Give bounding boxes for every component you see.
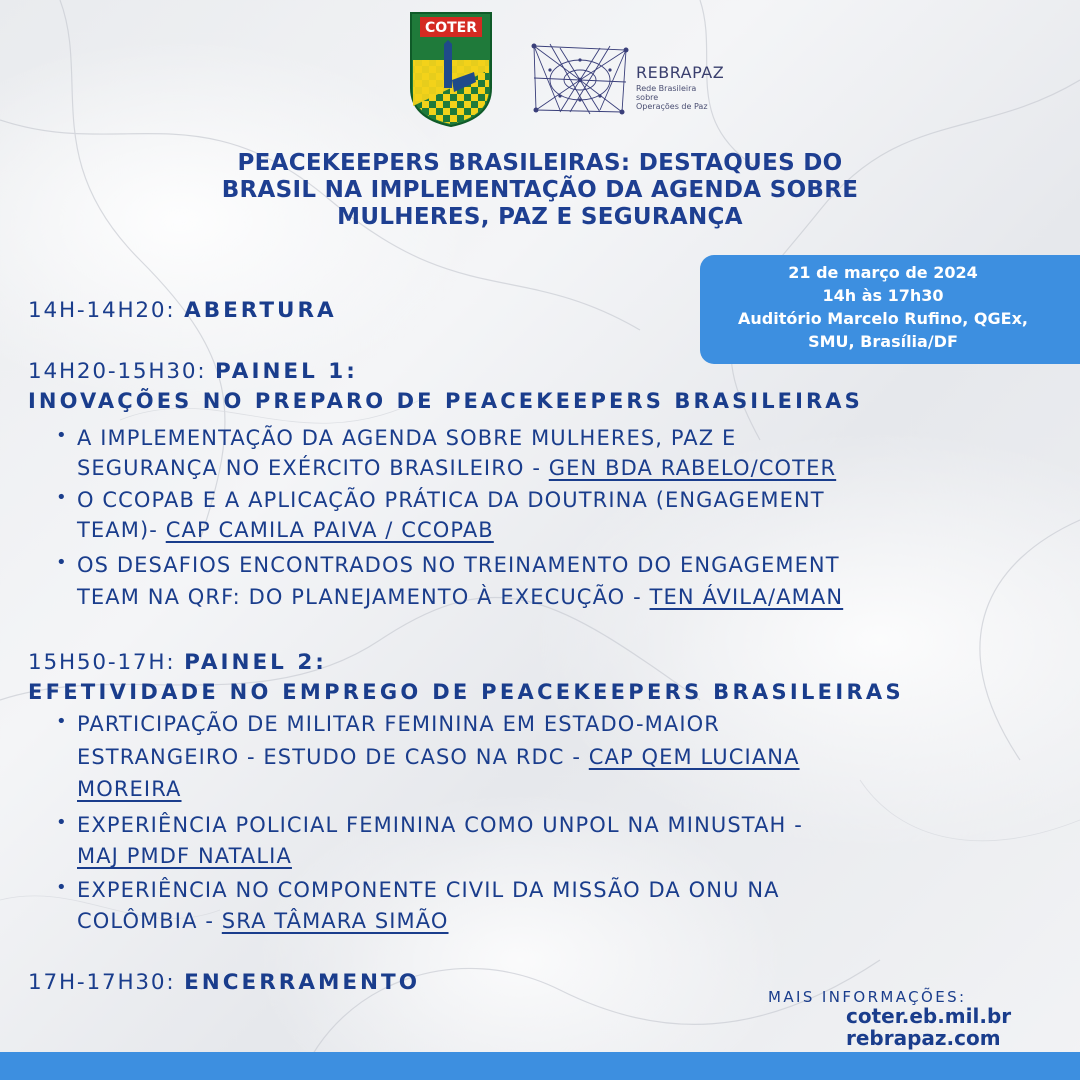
bullet-icon: • — [56, 877, 67, 898]
closing-row — [28, 968, 420, 998]
panel2-item-3-text: COLÔMBIA - — [77, 909, 222, 933]
panel1-item-2-speaker: CAP CAMILA PAIVA / CCOPAB — [165, 518, 494, 542]
panel1-item-1-text: SEGURANÇA NO EXÉRCITO BRASILEIRO - — [77, 456, 549, 480]
svg-text:COTER: COTER — [424, 20, 478, 36]
opening-time: 14H-14H20: — [28, 298, 176, 323]
panel1-item-2-line-2 — [77, 515, 494, 545]
panel1-item-1-line-2 — [77, 453, 836, 483]
panel2-item-2-line-2 — [77, 841, 292, 871]
panel1-time: 14H20-15H30: — [28, 359, 207, 384]
rebrapaz-network-logo — [530, 40, 630, 118]
title-line-1: PEACEKEEPERS BRASILEIRAS: DESTAQUES DO — [237, 150, 843, 176]
panel1-item-3-speaker: TEN ÁVILA/AMAN — [649, 585, 844, 609]
panel1-item-2-line-1: O CCOPAB E A APLICAÇÃO PRÁTICA DA DOUTRINA (ENGAGEMENT — [77, 488, 825, 512]
event-date: 21 de março de 2024 — [788, 263, 978, 282]
panel2-item-1-speaker-b: MOREIRA — [77, 777, 182, 801]
panel2-subtitle: EFETIVIDADE NO EMPREGO DE PEACEKEEPERS BRASILEIRAS — [28, 680, 904, 704]
panel2-item-1-line-1: PARTICIPAÇÃO DE MILITAR FEMININA EM ESTADO-MAIOR — [77, 712, 720, 736]
opening-label: ABERTURA — [184, 298, 337, 323]
coter-shield-logo — [408, 10, 494, 128]
title-line-3: MULHERES, PAZ E SEGURANÇA — [337, 204, 743, 230]
panel2-heading — [28, 648, 327, 678]
panel2-item-1-line-2 — [77, 742, 800, 772]
bullet-icon: • — [56, 812, 67, 833]
event-location-line-1: Auditório Marcelo Rufino, QGEx, — [738, 309, 1028, 328]
panel1-heading — [28, 357, 358, 387]
closing-time: 17H-17H30: — [28, 970, 176, 995]
bottom-bar — [0, 1052, 1080, 1080]
opening-row — [28, 296, 337, 326]
panel2-label: PAINEL 2: — [184, 650, 327, 675]
panel2-item-1-line-3 — [77, 774, 182, 804]
panel2-item-1-speaker-a: CAP QEM LUCIANA — [588, 745, 800, 769]
panel1-label: PAINEL 1: — [215, 359, 358, 384]
panel1-item-2-text: TEAM)- — [77, 518, 166, 542]
event-time: 14h às 17h30 — [822, 286, 944, 305]
more-info-label: MAIS INFORMAÇÕES: — [768, 988, 967, 1006]
panel1-item-1-line-1: A IMPLEMENTAÇÃO DA AGENDA SOBRE MULHERES, PAZ E — [77, 426, 737, 450]
rebrapaz-subtitle-line-1: Rede Brasileira sobre — [636, 84, 697, 102]
bullet-icon: • — [56, 425, 67, 446]
event-title — [120, 150, 960, 231]
bullet-icon: • — [56, 487, 67, 508]
rebrapaz-website-link[interactable]: rebrapaz.com — [846, 1026, 1001, 1050]
panel1-item-3-line-1: OS DESAFIOS ENCONTRADOS NO TREINAMENTO DO ENGAGEMENT — [77, 553, 840, 577]
coter-website-link[interactable]: coter.eb.mil.br — [846, 1004, 1012, 1028]
title-line-2: BRASIL NA IMPLEMENTAÇÃO DA AGENDA SOBRE — [221, 177, 859, 203]
panel1-item-3-text: TEAM NA QRF: DO PLANEJAMENTO À EXECUÇÃO - — [77, 585, 650, 609]
event-info — [718, 261, 1048, 353]
panel2-item-3-line-1: EXPERIÊNCIA NO COMPONENTE CIVIL DA MISSÃO DA ONU NA — [77, 878, 780, 902]
closing-label: ENCERRAMENTO — [184, 970, 420, 995]
rebrapaz-name: REBRAPAZ — [636, 63, 725, 82]
bullet-icon: • — [56, 552, 67, 573]
panel2-item-1-text: ESTRANGEIRO - ESTUDO DE CASO NA RDC - — [77, 745, 589, 769]
panel1-subtitle: INOVAÇÕES NO PREPARO DE PEACEKEEPERS BRASILEIRAS — [28, 389, 863, 413]
panel2-item-2-speaker: MAJ PMDF NATALIA — [77, 844, 292, 868]
panel1-item-1-speaker: GEN BDA RABELO/COTER — [548, 456, 837, 480]
rebrapaz-subtitle — [636, 84, 716, 111]
panel1-item-3-line-2 — [77, 582, 843, 612]
panel2-item-3-line-2 — [77, 906, 449, 936]
event-location-line-2: SMU, Brasília/DF — [808, 332, 958, 351]
panel2-item-2-line-1: EXPERIÊNCIA POLICIAL FEMININA COMO UNPOL NA MINUSTAH - — [77, 813, 803, 837]
panel2-item-3-speaker: SRA TÂMARA SIMÃO — [221, 909, 449, 933]
panel2-time: 15H50-17H: — [28, 650, 176, 675]
rebrapaz-subtitle-line-2: Operações de Paz — [636, 102, 708, 111]
bullet-icon: • — [56, 711, 67, 732]
